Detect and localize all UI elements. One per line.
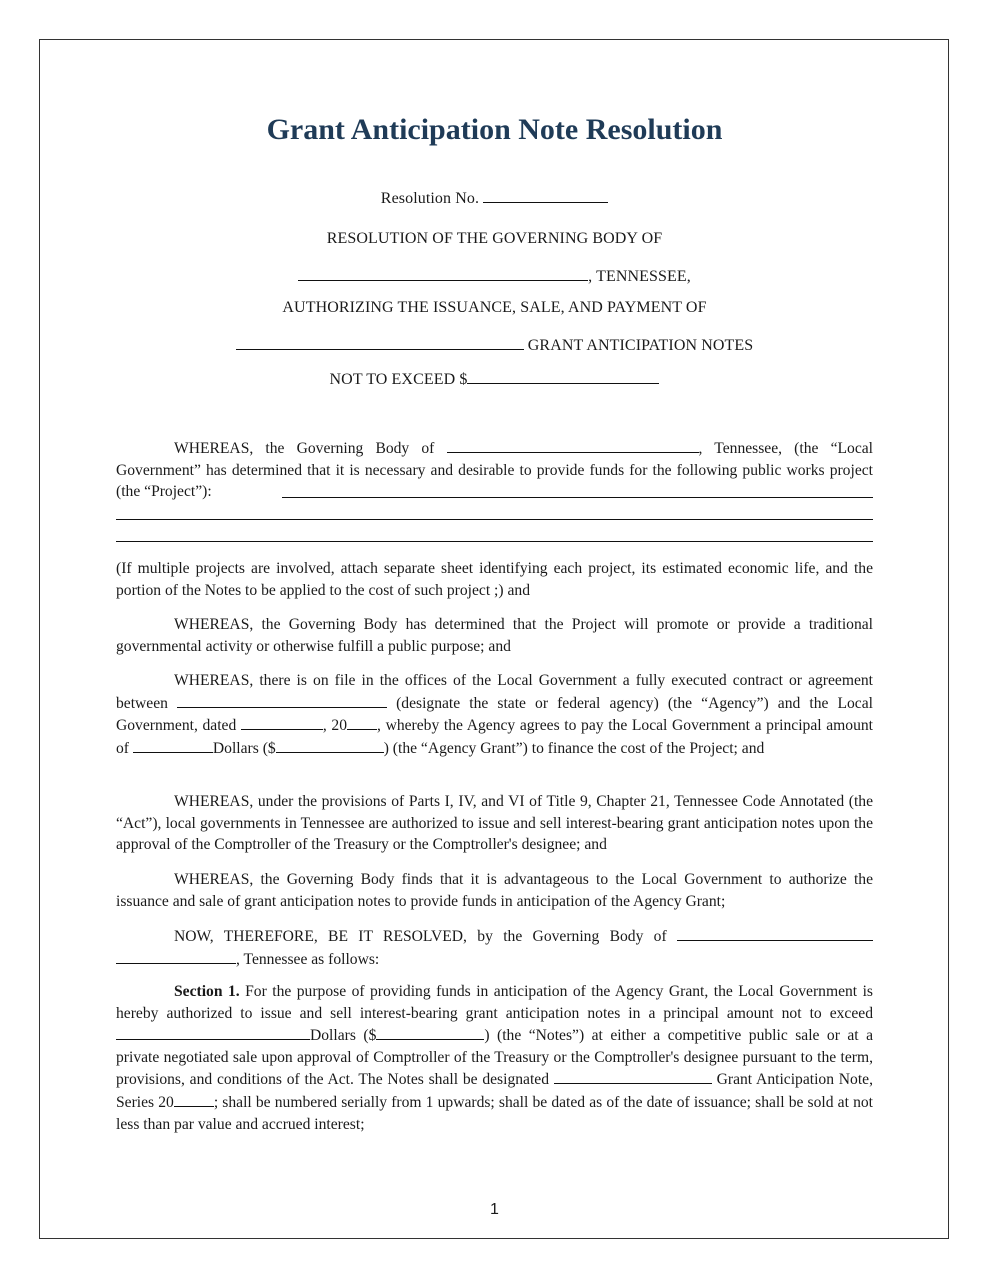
p7-government-blank-1[interactable] (677, 925, 873, 941)
paragraph-whereas-act: WHEREAS, under the provisions of Parts I, IV, and VI of Title 9, Chapter 21, Tennessee Code Annotated (the “Act”), local governments in Tennessee are authorized to issue and sell interest-bearing grant anticipation notes upon the approval of the Comptroller of the Treasury or the Comptroller's designee; and (116, 793, 873, 854)
p1-government-blank[interactable] (447, 437, 699, 453)
p4-amount-blank[interactable] (276, 737, 384, 753)
resolution-number-line (0, 187, 989, 208)
p4-text-f: ) (the “Agency Grant”) to finance the cost of the Project; and (383, 739, 765, 757)
project-line-2[interactable] (116, 519, 873, 520)
p8-series-blank[interactable] (174, 1091, 214, 1107)
paragraph-whereas-contract (116, 670, 873, 759)
heading-line-2-text: , TENNESSEE, (588, 268, 691, 285)
p8-text-d: Grant Anticipation Note, Series 20 (116, 1071, 874, 1111)
paragraph-multiple-projects: (If multiple projects are involved, attach separate sheet identifying each project, its estimated economic life, and the portion of the Notes to be applied to the cost of such project ;) and (116, 560, 873, 599)
not-to-exceed-blank[interactable] (467, 368, 659, 384)
resolution-no-label: Resolution No. (380, 190, 480, 207)
p4-text-c: , 20 (322, 717, 348, 735)
paragraph-whereas-advantageous: WHEREAS, the Governing Body finds that it is advantageous to the Local Government to authorize the issuance and sale of grant anticipation notes to provide funds in anticipation of the Agency Grant; (116, 871, 873, 910)
project-line-3[interactable] (116, 541, 873, 542)
p8-text-b: Dollars ($ (310, 1027, 377, 1045)
section-1-heading: Section 1. (174, 983, 240, 1000)
p4-date-blank[interactable] (241, 714, 323, 730)
document-title: Grant Anticipation Note Resolution (266, 113, 723, 146)
heading-line-4 (0, 334, 989, 355)
p8-designation-blank[interactable] (554, 1068, 712, 1084)
paragraph-now-therefore (116, 925, 873, 970)
p8-text-e: ; shall be numbered serially from 1 upwards; shall be dated as of the date of issuance; shall be sold at not less than par value and accrued interest; (116, 1093, 873, 1133)
government-name-blank[interactable] (298, 265, 588, 281)
p1-text-a: WHEREAS, the Governing Body of (174, 440, 435, 457)
p4-year-blank[interactable] (347, 714, 377, 730)
paragraph-whereas-purpose: WHEREAS, the Governing Body has determined that the Project will promote or provide a traditional governmental activity or otherwise fulfill a public purpose; and (116, 616, 873, 655)
p4-agency-blank[interactable] (177, 692, 387, 708)
p8-amount-blank[interactable] (376, 1024, 484, 1040)
not-to-exceed-label: NOT TO EXCEED $ (329, 371, 468, 388)
p8-amount-words-blank[interactable] (116, 1024, 310, 1040)
p8-text-a: For the purpose of providing funds in anticipation of the Agency Grant, the Local Government is hereby authorized to issue and sell interest-bearing grant anticipation notes in a principal amount not to exceed (116, 983, 873, 1022)
p4-text-b: (designate the state or federal agency) (the “Agency”) and the Local Government, dated (116, 694, 873, 735)
p4-text-d: , whereby the Agency agrees to pay the Local Government a principal amount of (116, 717, 873, 757)
heading-line-3: AUTHORIZING THE ISSUANCE, SALE, AND PAYMENT OF (282, 299, 707, 316)
p4-amount-words-blank[interactable] (133, 737, 213, 753)
p1-text-b: , Tennessee, (the “Local Government” has determined that it is necessary and desirable to provide funds for the following public works project (the “Project”): (116, 440, 873, 501)
resolution-no-blank[interactable] (483, 187, 608, 203)
p7-text-a: NOW, THEREFORE, BE IT RESOLVED, by the Governing Body of (174, 928, 667, 945)
paragraph-section-1 (116, 981, 873, 1135)
project-line-1[interactable] (282, 497, 873, 498)
heading-line-2 (0, 265, 989, 286)
heading-line-4-text: GRANT ANTICIPATION NOTES (527, 337, 754, 354)
heading-line-5 (0, 368, 989, 389)
p7-government-blank-2[interactable] (116, 948, 236, 964)
heading-line-1: RESOLUTION OF THE GOVERNING BODY OF (326, 230, 663, 247)
paragraph-whereas-project (116, 437, 873, 503)
p4-text-e: Dollars ($ (212, 739, 276, 757)
notes-description-blank[interactable] (236, 334, 524, 350)
p8-text-c: ) (the “Notes”) at either a competitive public sale or at a private negotiated sale upon approval of Comptroller of the Treasury or the Comptroller's designee pursuant to the term, provisions, and conditions of the Act. The Notes shall be designated (116, 1027, 874, 1089)
p7-text-b: , Tennessee as follows: (236, 950, 380, 968)
page-number: 1 (490, 1201, 499, 1218)
p4-text-a: WHEREAS, there is on file in the offices of the Local Government a fully executed contract or agreement between (116, 672, 873, 712)
